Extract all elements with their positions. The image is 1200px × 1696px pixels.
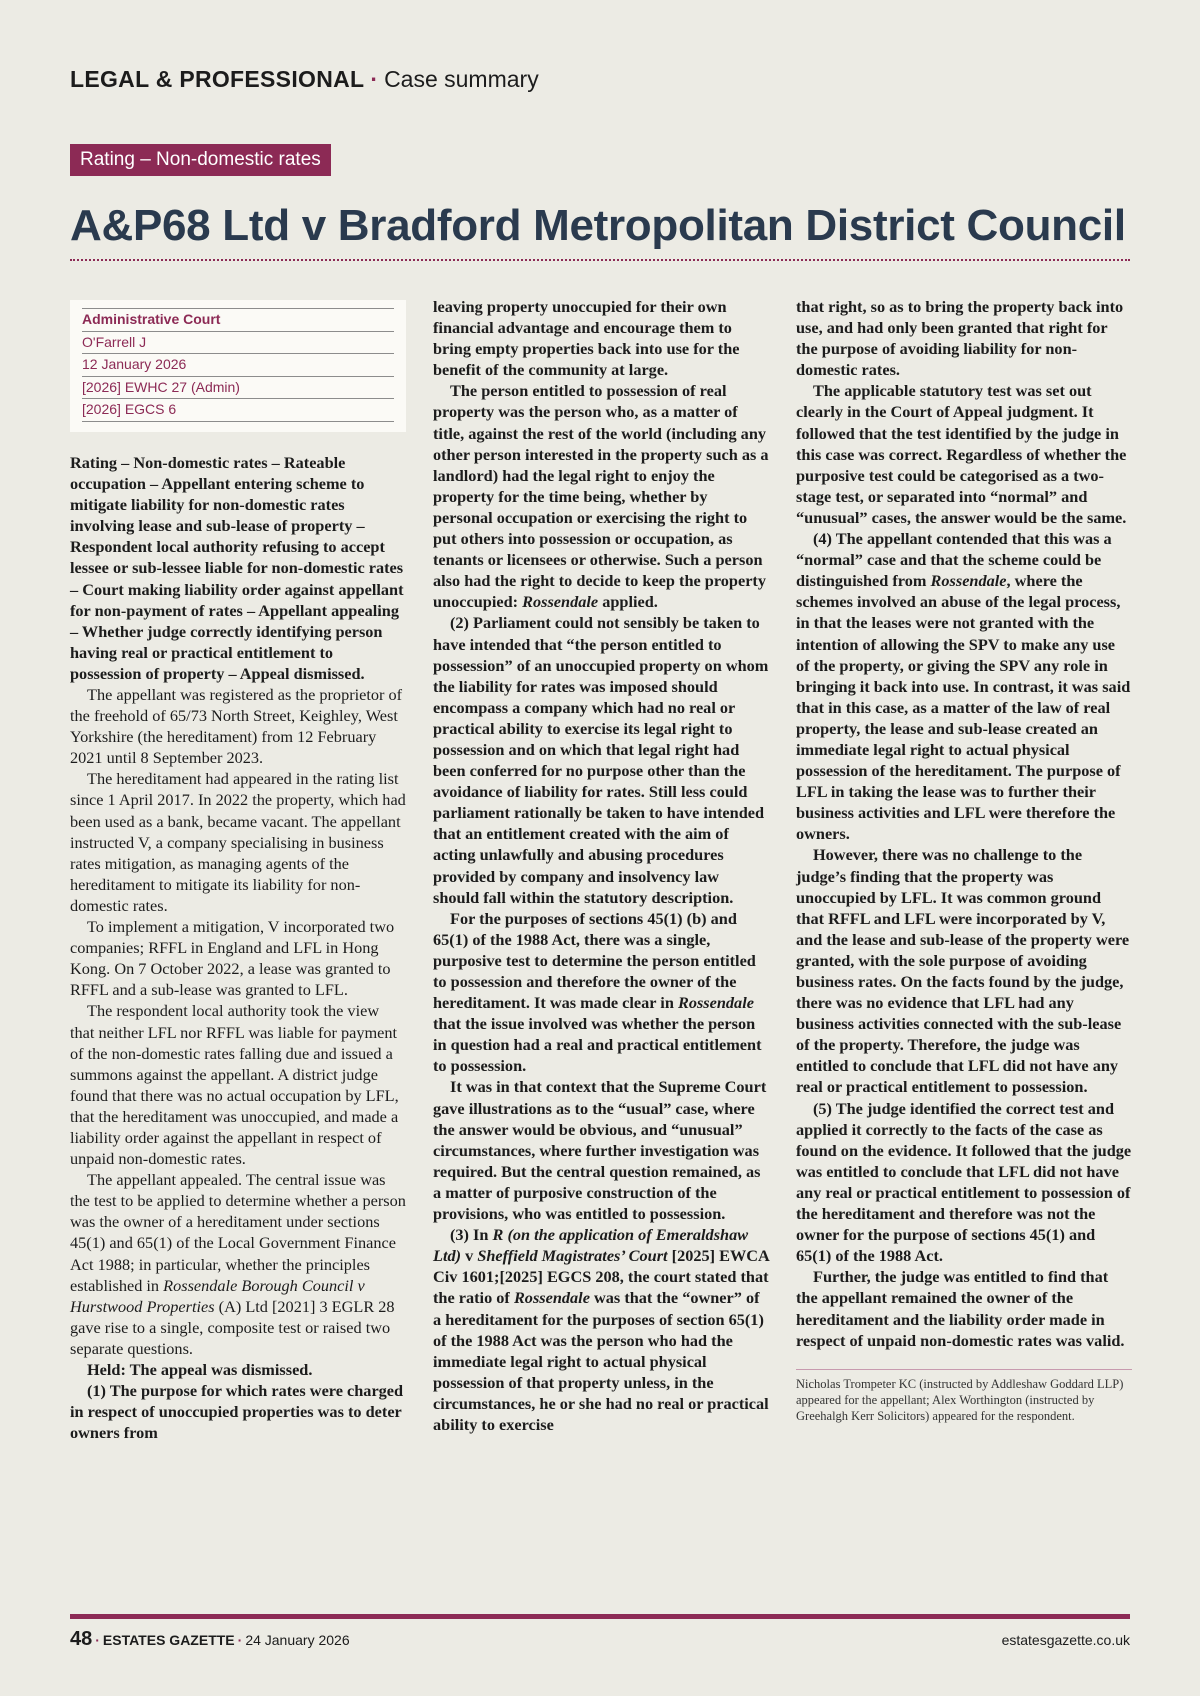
paragraph: leaving property unoccupied for their own financial advantage and encourage them to bring empty properties back into use for the benefit of the community at large. <box>433 297 740 380</box>
judgment-date: 12 January 2026 <box>82 353 394 376</box>
footer-separator: · <box>95 1632 100 1648</box>
page-number: 48 <box>70 1628 93 1650</box>
catchwords: Rating – Non-domestic rates – Rateable occupation – Appellant entering scheme to mitigate liability for non-domestic rates involving lease and sub-lease of property – Respondent local authority refusing to accept lessee or sub-lessee liable for non-domestic rates – Court making liability order against appellant for non-payment of rates – Appellant appealing – Whether judge correctly identifying person having real or practical entitlement to possession of property – Appeal dismissed. <box>70 452 404 683</box>
paragraph: that right, so as to bring the property back into use, and had only been granted that right for the purpose of avoiding liability for non-domestic rates. <box>796 297 1124 380</box>
paragraph: The person entitled to possession of real property was the person who, as a matter of title, against the rest of the world (including any other person interested in the property such as a landlord) had the legal right to enjoy the property for the time being, whether by personal occupation or exercising the right to put others into possession or occupation, as tenants or licensees or otherwise. Such a person also had the right to decide to keep the property unoccupied: Rossendale applied. <box>433 381 769 612</box>
paragraph: The appellant was registered as the proprietor of the freehold of 65/73 North Street, Keighley, West Yorkshire (the hereditament) from 12 February 2021 until 8 September 2023. <box>70 685 403 768</box>
page-footer <box>70 1628 350 1651</box>
subsection-label: Case summary <box>384 66 539 92</box>
topic-tag: Rating – Non-domestic rates <box>70 144 331 176</box>
paragraph: For the purposes of sections 45(1) (b) and 65(1) of the 1988 Act, there was a single, purposive test to determine the person entitled to possession and therefore the owner of the hereditament. It was made clear in Rossendale that the issue involved was whether the person in question had a real and practical entitlement to possession. <box>433 908 762 1076</box>
section-label: LEGAL & PROFESSIONAL <box>70 66 365 92</box>
counsel-note: Nicholas Trompeter KC (instructed by Addleshaw Goddard LLP) appeared for the appellant; Alex Worthington (instructed by Greehalgh Kerr Solicitors) appeared for the respondent. <box>796 1369 1132 1424</box>
judge-name: O'Farrell J <box>82 331 394 354</box>
publication-name: ESTATES GAZETTE <box>102 1632 235 1648</box>
header-separator: · <box>370 66 379 92</box>
paragraph: (5) The judge identified the correct test and applied it correctly to the facts of the case as found on the evidence. It followed that the judge was entitled to conclude that LFL did not have any real or practical entitlement to possession of the hereditament and therefore was not the owner for the purpose of sections 45(1) and 65(1) of the 1988 Act. <box>796 1098 1132 1266</box>
case-info-box <box>70 300 406 432</box>
footer-separator: · <box>237 1632 243 1648</box>
paragraph: (4) The appellant contended that this was a “normal” case and that the scheme could be distinguished from Rossendale, where the schemes involved an abuse of the legal process, in that the leases were not granted with the intention of allowing the SPV to make any use of the property, or giving the SPV any role in bringing it back into use. In contrast, it was said that in this case, as a matter of the law of real property, the lease and sub-lease created an immediate legal right to actual physical possession of the hereditament. The purpose of LFL in taking the lease was to further their business activities and LFL were therefore the owners. <box>796 529 1131 844</box>
paragraph: (1) The purpose for which rates were charged in respect of unoccupied properties was to deter owners from <box>70 1381 404 1443</box>
paragraph: To implement a mitigation, V incorporated two companies; RFFL in England and LFL in Hong Kong. On 7 October 2022, a lease was granted to RFFL and a sub-lease was granted to LFL. <box>70 917 395 1000</box>
court-name: Administrative Court <box>82 308 394 331</box>
footer-divider <box>70 1614 1130 1619</box>
paragraph: However, there was no challenge to the judge’s finding that the property was unoccupied by LFL. It was common ground that RFFL and LFL were incorporated by V, and the lease and sub-lease of the property were granted, with the sole purpose of avoiding business rates. On the facts found by the judge, there was no evidence that LFL had any business activities connected with the sub-lease of the property. Therefore, the judge was entitled to conclude that LFL did not have any real or practical entitlement to possession. <box>796 845 1130 1097</box>
page-header <box>70 66 539 93</box>
paragraph: Held: The appeal was dismissed. <box>87 1360 313 1379</box>
article-column-2 <box>433 296 769 1435</box>
title-divider <box>70 259 1130 261</box>
paragraph: (2) Parliament could not sensibly be taken to have intended that “the person entitled to possession” of an unoccupied property on whom the liability for rates was imposed should encompass a company which had no real or practical ability to exercise its legal right to possession and on which that legal right had been conferred for no purpose other than the avoidance of liability for rates. Still less could parliament rationally be taken to have intended that an entitlement created with the aim of acting unlawfully and abusing procedures provided by company and insolvency law should fall within the statutory description. <box>433 613 769 907</box>
issue-date: 24 January 2026 <box>245 1632 350 1648</box>
case-title: A&P68 Ltd v Bradford Metropolitan District Council <box>70 201 1126 250</box>
paragraph: The respondent local authority took the view that neither LFL nor RFFL was liable for payment of the non-domestic rates falling due and issued a summons against the appellant. A district judge found that there was no actual occupation by LFL, that the hereditament was unoccupied, and made a liability order against the appellant in respect of unpaid non-domestic rates. <box>70 1001 399 1169</box>
neutral-citation: [2026] EWHC 27 (Admin) <box>82 376 394 399</box>
egcs-citation: [2026] EGCS 6 <box>82 398 394 422</box>
website-link[interactable]: estatesgazette.co.uk <box>1001 1632 1130 1648</box>
paragraph: (3) In R (on the application of Emeraldshaw Ltd) v Sheffield Magistrates’ Court [2025] EWCA Civ 1601;[2025] EGCS 208, the court stated that the ratio of Rossendale was that the “owner” of a hereditament for the purposes of section 65(1) of the 1988 Act was the person who had the immediate legal right to actual physical possession of that property unless, in the circumstances, he or she had no real or practical ability to exercise <box>433 1225 769 1434</box>
paragraph: Further, the judge was entitled to find that the appellant remained the owner of the hereditament and the liability order made in respect of unpaid non-domestic rates was valid. <box>796 1267 1125 1350</box>
article-column-3 <box>796 296 1132 1424</box>
paragraph: The applicable statutory test was set out clearly in the Court of Appeal judgment. It followed that the test identified by the judge in this case was correct. Regardless of whether the purposive test could be categorised as a two-stage test, or separated into “normal” and “unusual” cases, the answer would be the same. <box>796 381 1127 527</box>
paragraph: The appellant appealed. The central issue was the test to be applied to determine whether a person was the owner of a hereditament under sections 45(1) and 65(1) of the Local Government Finance Act 1988; in particular, whether the principles established in Rossendale Borough Council v Hurstwood Properties (A) Ltd [2021] 3 EGLR 28 gave rise to a single, composite test or raised two separate questions. <box>70 1170 406 1358</box>
article-column-1 <box>70 300 406 1443</box>
paragraph: It was in that context that the Supreme Court gave illustrations as to the “usual” case, where the answer would be obvious, and “unusual” circumstances, where further investigation was required. But the central question remained, as a matter of purposive construction of the provisions, who was entitled to possession. <box>433 1077 767 1224</box>
paragraph: The hereditament had appeared in the rating list since 1 April 2017. In 2022 the property, which had been used as a bank, became vacant. The appellant instructed V, a company specialising in business rates mitigation, as managing agents of the hereditament to mitigate its liability for non-domestic rates. <box>70 769 406 915</box>
